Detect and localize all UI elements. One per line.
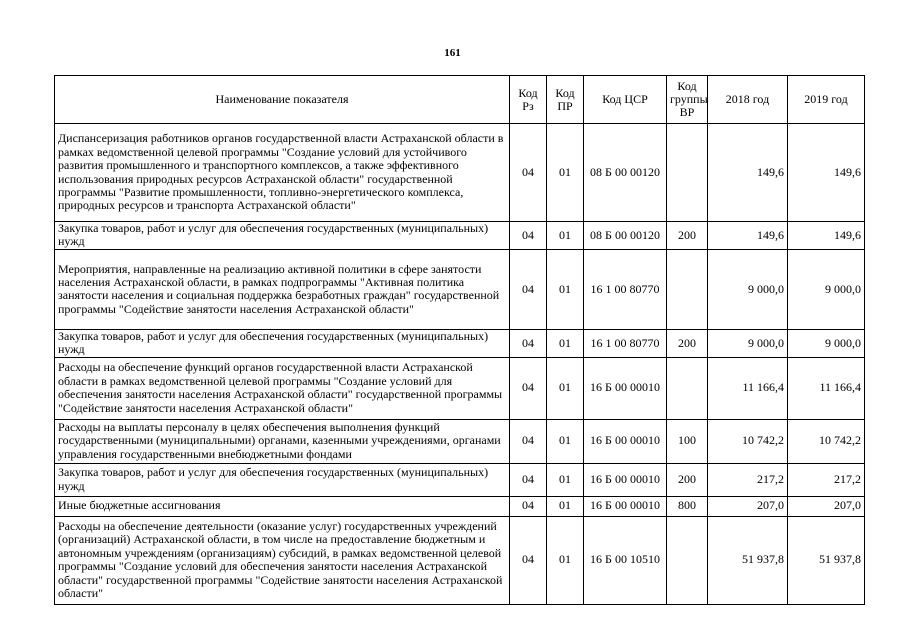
header-vr: Код группы ВР xyxy=(667,76,708,124)
table-row xyxy=(55,329,865,357)
cell-csr: 16 Б 00 00010 xyxy=(584,496,667,516)
cell-name: Расходы на обеспечение деятельности (оказание услуг) государственных учреждений (организаций) Астраханской области, в том числе на предоставление бюджетным и автономным учреждениям (организациям) субсидий, в рамках ведомственной целевой программы "Создание условий для обеспечения занятости населения Астраханской области" государственной программы "Содействие занятости населения Астраханской области" xyxy=(55,516,510,604)
cell-y2019: 149,6 xyxy=(788,124,865,222)
cell-pr: 01 xyxy=(547,516,584,604)
table-row xyxy=(55,249,865,329)
cell-rz: 04 xyxy=(510,516,547,604)
cell-y2018: 149,6 xyxy=(708,222,788,250)
cell-rz: 04 xyxy=(510,496,547,516)
cell-rz: 04 xyxy=(510,249,547,329)
cell-pr: 01 xyxy=(547,496,584,516)
cell-name: Иные бюджетные ассигнования xyxy=(55,496,510,516)
cell-y2018: 217,2 xyxy=(708,463,788,496)
cell-y2019: 11 166,4 xyxy=(788,357,865,419)
cell-vr xyxy=(667,124,708,222)
cell-y2019: 217,2 xyxy=(788,463,865,496)
cell-pr: 01 xyxy=(547,249,584,329)
cell-pr: 01 xyxy=(547,357,584,419)
cell-y2019: 10 742,2 xyxy=(788,419,865,463)
cell-vr: 200 xyxy=(667,329,708,357)
cell-pr: 01 xyxy=(547,329,584,357)
header-2019: 2019 год xyxy=(788,76,865,124)
header-pr: Код ПР xyxy=(547,76,584,124)
cell-vr: 100 xyxy=(667,419,708,463)
cell-y2019: 51 937,8 xyxy=(788,516,865,604)
header-name: Наименование показателя xyxy=(55,76,510,124)
cell-rz: 04 xyxy=(510,222,547,250)
cell-rz: 04 xyxy=(510,329,547,357)
cell-rz: 04 xyxy=(510,357,547,419)
cell-y2018: 10 742,2 xyxy=(708,419,788,463)
page-number: 161 xyxy=(444,47,461,59)
cell-pr: 01 xyxy=(547,419,584,463)
cell-name: Расходы на обеспечение функций органов государственной власти Астраханской области в рамках ведомственной целевой программы "Создание условий для обеспечения занятости населения Астраханской области" государственной программы "Содействие занятости населения Астраханской области" xyxy=(55,357,510,419)
cell-rz: 04 xyxy=(510,124,547,222)
cell-name: Мероприятия, направленные на реализацию активной политики в сфере занятости населения Астраханской области, в рамках подпрограммы "Активная политика занятости населения и социальная поддержка безработных граждан" государственной программы "Содействие занятости населения Астраханской области" xyxy=(55,249,510,329)
cell-pr: 01 xyxy=(547,124,584,222)
cell-name: Расходы на выплаты персоналу в целях обеспечения выполнения функций государственными (муниципальными) органами, казенными учреждениями, органами управления государственными внебюджетными фондами xyxy=(55,419,510,463)
cell-csr: 16 Б 00 10510 xyxy=(584,516,667,604)
cell-name: Закупка товаров, работ и услуг для обеспечения государственных (муниципальных) нужд xyxy=(55,329,510,357)
cell-name: Закупка товаров, работ и услуг для обеспечения государственных (муниципальных) нужд xyxy=(55,463,510,496)
cell-y2018: 9 000,0 xyxy=(708,329,788,357)
header-row xyxy=(55,76,865,124)
table-row xyxy=(55,222,865,250)
cell-y2018: 51 937,8 xyxy=(708,516,788,604)
header-2018: 2018 год xyxy=(708,76,788,124)
cell-vr xyxy=(667,249,708,329)
cell-name: Закупка товаров, работ и услуг для обеспечения государственных (муниципальных) нужд xyxy=(55,222,510,250)
cell-vr: 200 xyxy=(667,463,708,496)
table-row xyxy=(55,357,865,419)
table-row xyxy=(55,419,865,463)
cell-rz: 04 xyxy=(510,463,547,496)
cell-csr: 08 Б 00 00120 xyxy=(584,222,667,250)
cell-pr: 01 xyxy=(547,222,584,250)
cell-y2019: 149,6 xyxy=(788,222,865,250)
cell-y2019: 9 000,0 xyxy=(788,329,865,357)
cell-y2019: 9 000,0 xyxy=(788,249,865,329)
cell-csr: 16 1 00 80770 xyxy=(584,329,667,357)
cell-csr: 08 Б 00 00120 xyxy=(584,124,667,222)
cell-csr: 16 Б 00 00010 xyxy=(584,463,667,496)
cell-y2018: 207,0 xyxy=(708,496,788,516)
cell-csr: 16 Б 00 00010 xyxy=(584,419,667,463)
header-rz: Код Рз xyxy=(510,76,547,124)
cell-csr: 16 Б 00 00010 xyxy=(584,357,667,419)
cell-vr: 200 xyxy=(667,222,708,250)
cell-pr: 01 xyxy=(547,463,584,496)
cell-rz: 04 xyxy=(510,419,547,463)
table-row xyxy=(55,496,865,516)
table-row xyxy=(55,124,865,222)
budget-table xyxy=(54,75,865,605)
cell-csr: 16 1 00 80770 xyxy=(584,249,667,329)
cell-name: Диспансеризация работников органов государственной власти Астраханской области в рамках ведомственной целевой программы "Создание условий для устойчивого развития промышленного и транспортного комплексов, а также эффективного использования природных ресурсов Астраханской области" государственной программы "Развитие промышленности, топливно-энергетического комплекса, природных ресурсов и транспорта Астраханской области" xyxy=(55,124,510,222)
cell-y2018: 149,6 xyxy=(708,124,788,222)
cell-vr xyxy=(667,357,708,419)
cell-y2018: 11 166,4 xyxy=(708,357,788,419)
cell-vr: 800 xyxy=(667,496,708,516)
table-row xyxy=(55,516,865,604)
table-row xyxy=(55,463,865,496)
cell-y2018: 9 000,0 xyxy=(708,249,788,329)
cell-y2019: 207,0 xyxy=(788,496,865,516)
cell-vr xyxy=(667,516,708,604)
header-csr: Код ЦСР xyxy=(584,76,667,124)
